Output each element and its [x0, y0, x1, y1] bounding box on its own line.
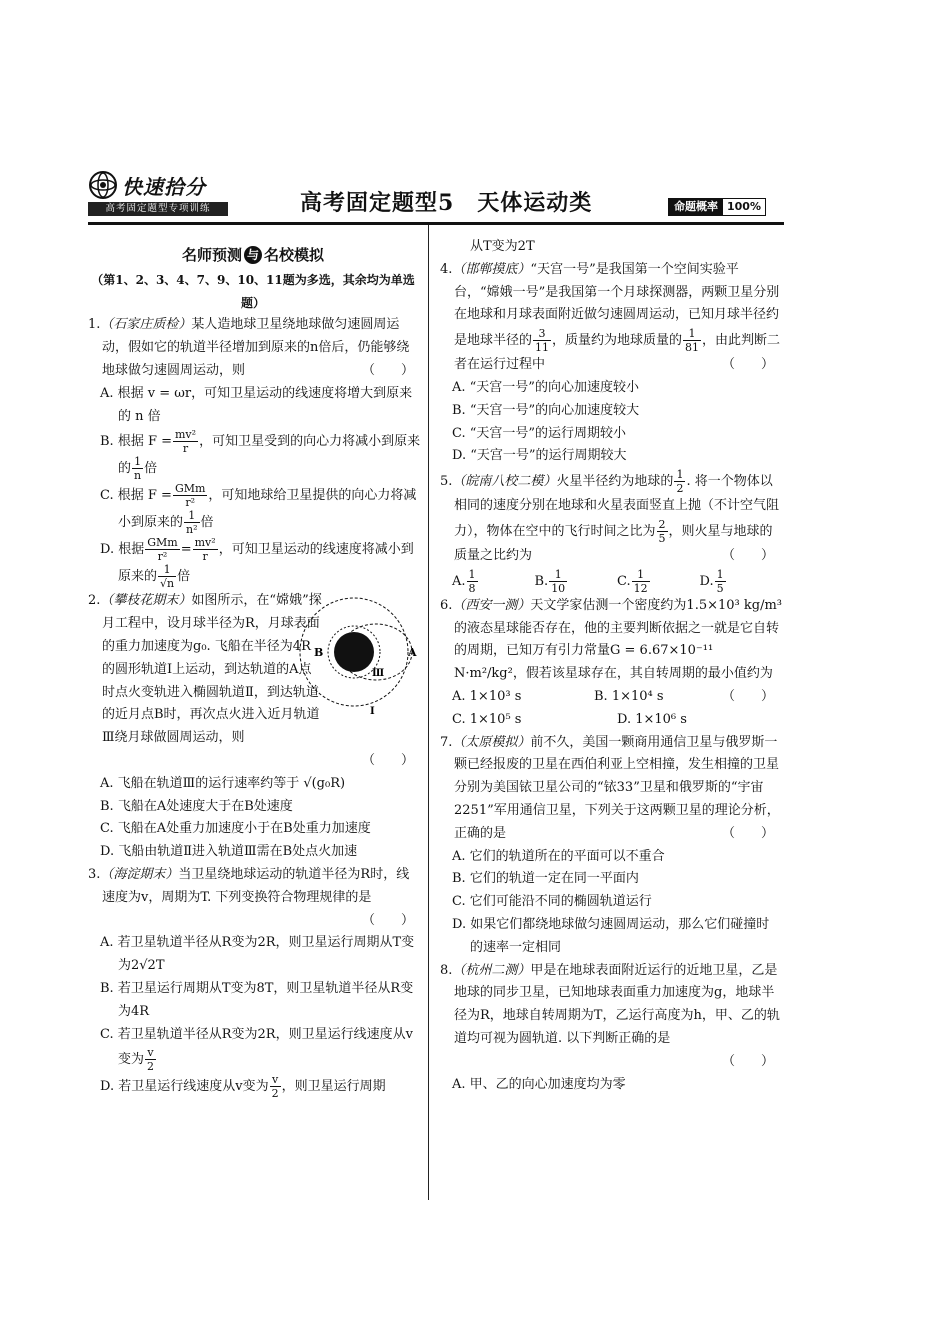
section-title: [84, 244, 422, 267]
answer-blank[interactable]: （ ）: [721, 1053, 774, 1069]
probability-label: 命题概率: [669, 199, 723, 215]
option-d[interactable]: D. “天宫一号”的运行周期较大: [452, 448, 627, 464]
logo-text: 快速拾分: [122, 174, 206, 199]
option-text: ，则卫星运行周期: [281, 1079, 386, 1095]
question-number: 8.: [440, 962, 453, 978]
denominator: 8: [468, 581, 476, 595]
question-number: 3.: [88, 866, 101, 882]
option-d[interactable]: [700, 568, 783, 595]
question-source: （石家庄质检）: [100, 317, 192, 333]
option-d[interactable]: [84, 536, 422, 590]
option-b[interactable]: [84, 428, 422, 482]
option-a[interactable]: A. 根据 v = ωr，可知卫星运动的线速度将增大到原来的 n 倍: [100, 385, 413, 424]
question-text: 前不久，美国一颗商用通信卫星与俄罗斯一颗已经报废的卫星在西伯利亚上空相撞，发生相撞的卫星分别为美国铱卫星公司的“铱33”卫星和俄罗斯的“宇宙2251”军用通信卫星，下列关于这两颗卫星的理论分析，正确的是: [454, 734, 780, 841]
answer-blank[interactable]: （ ）: [361, 912, 414, 928]
page-title: 高考固定题型5 天体运动类: [300, 190, 593, 216]
fraction: [467, 568, 478, 595]
option-c[interactable]: C. “天宫一号”的运行周期较小: [452, 425, 627, 441]
question-number: 7.: [440, 734, 453, 750]
question-5: [436, 468, 782, 595]
option-a[interactable]: A. 它们的轨道所在的平面可以不重合: [452, 848, 665, 864]
numerator: v: [145, 1046, 156, 1060]
option-a[interactable]: A. “天宫一号”的向心加速度较小: [452, 379, 639, 395]
question-text: 当卫星绕地球运动的轨道半径为R时，线速度为v，周期为T. 下列变换符合物理规律的是: [102, 866, 410, 905]
numerator: 1: [632, 568, 650, 582]
question-7-stem: [436, 732, 782, 846]
question-5-stem: [436, 468, 782, 568]
header-rule: [88, 222, 784, 225]
option-b[interactable]: B. 1×10⁴ s: [594, 688, 664, 704]
denominator: 2: [271, 1087, 279, 1101]
probability-badge: [668, 198, 766, 216]
fraction: [145, 536, 179, 563]
question-source: （杭州二测）: [452, 962, 531, 978]
question-7: [436, 732, 782, 960]
option-c[interactable]: [617, 568, 700, 595]
question-1: [84, 314, 422, 590]
fraction: [184, 509, 200, 536]
denominator: r: [182, 442, 189, 456]
column-divider: [428, 225, 429, 1200]
option-text: C. 若卫星轨道半径从R变为2R，则卫星运行线速度从v变为: [100, 1026, 413, 1068]
fraction: [632, 568, 650, 595]
question-text: 火星半径约为地球的: [556, 474, 674, 490]
question-source: （皖南八校二模）: [452, 474, 557, 490]
question-text: 某人造地球卫星绕地球做匀速圆周运动，假如它的轨道半径增加到原来的n倍后，仍能够绕地球做匀速圆周运动，则: [102, 317, 410, 378]
logo: [88, 170, 228, 218]
option-b[interactable]: [535, 568, 618, 595]
numerator: 1: [468, 567, 476, 581]
numerator: 3: [533, 327, 551, 341]
option-text: 倍: [177, 569, 191, 585]
fraction: [533, 327, 551, 354]
answer-blank[interactable]: （ ）: [721, 357, 774, 373]
fraction: [145, 1046, 156, 1073]
option-b[interactable]: B. 它们的轨道一定在同一平面内: [452, 871, 639, 887]
fraction: [674, 468, 685, 495]
question-3-option-d-continued: 从T变为2T: [470, 239, 535, 254]
option-c[interactable]: C. 飞船在A处重力加速度小于在B处重力加速度: [100, 821, 371, 837]
option-c[interactable]: [84, 1024, 422, 1074]
label-i: Ⅰ: [370, 706, 375, 717]
fraction: [657, 518, 668, 545]
numerator: 1: [549, 568, 567, 582]
fraction: [132, 455, 143, 482]
question-number: 2.: [88, 593, 101, 609]
question-8-stem: [436, 960, 782, 1051]
question-number: 6.: [440, 597, 453, 613]
option-a[interactable]: A. 飞船在轨道Ⅲ的运行速率约等于 √(g₀R): [100, 775, 346, 791]
numerator: mv²: [194, 536, 216, 550]
denominator: 81: [685, 341, 700, 355]
option-letter: A.: [452, 573, 466, 589]
question-text: ，质量约为地球质量的: [552, 333, 683, 349]
option-c[interactable]: C. 它们可能沿不同的椭圆轨道运行: [452, 894, 652, 910]
option-c[interactable]: [84, 482, 422, 536]
label-b: B: [314, 646, 324, 660]
denominator: 2: [676, 482, 684, 496]
fraction: [715, 568, 726, 595]
denominator: n²: [186, 523, 198, 537]
option-text: 倍: [200, 515, 214, 531]
option-a[interactable]: A. 甲、乙的向心加速度均为零: [452, 1076, 626, 1092]
section-title-mid: 与: [244, 246, 262, 264]
probability-value: 100%: [727, 200, 761, 213]
question-4-stem: [436, 259, 782, 377]
label-iii: Ⅲ: [372, 668, 385, 680]
section-title-b: 名校模拟: [264, 246, 325, 264]
question-text: ，则火星与地球的质量之比约为: [454, 523, 773, 563]
question-source: （太原模拟）: [452, 734, 531, 750]
label-a: A: [408, 646, 417, 660]
numerator: 1: [184, 509, 200, 523]
question-text: ，由此判断二者在运行过程中: [454, 333, 781, 373]
fraction: [193, 536, 218, 563]
option-d[interactable]: D. 1×10⁶ s: [617, 711, 687, 727]
numerator: 2: [658, 517, 666, 531]
question-number: 5.: [440, 474, 453, 490]
question-number: 4.: [440, 261, 453, 277]
question-source: （海淀期末）: [100, 866, 179, 882]
denominator: 11: [535, 341, 550, 355]
option-text: B. 根据 F =: [100, 434, 172, 450]
question-text: 天文学家估测一个密度约为1.5×10³ kg/m³的液态星球能否存在，他的主要判断依据之一就是它自转的周期，已知万有引力常量G = 6.67×10⁻¹¹ N·m²/kg²，假若该星球存在，其自转周期的最小值约为: [454, 597, 782, 682]
options-row: [436, 568, 782, 595]
fraction: [549, 568, 567, 595]
numerator: 1: [676, 468, 684, 482]
denominator: 10: [551, 581, 566, 595]
denominator: 2: [147, 1060, 155, 1074]
question-text: . 将一个物体以相同的速度分别在地球和火星表面竖直上抛（不计空气阻力），物体在空中的飞行时间之比为: [454, 474, 780, 539]
option-letter: B.: [534, 573, 549, 589]
answer-blank[interactable]: （ ）: [721, 547, 774, 563]
options-row: [436, 709, 782, 732]
answer-blank[interactable]: （ ）: [721, 688, 774, 704]
question-number: 1.: [88, 317, 101, 333]
denominator: √n: [160, 577, 175, 591]
denominator: r²: [185, 496, 196, 510]
option-d[interactable]: D. 如果它们都绕地球做匀速圆周运动，那么它们碰撞时的速率一定相同: [452, 916, 770, 955]
question-text: 如图所示，在“嫦娥”探月工程中，设月球半径为R，月球表面的重力加速度为g₀. 飞船在半径为4R的圆形轨道Ⅰ上运动，到达轨道的A点时点火变轨进入椭圆轨道Ⅱ，到达轨道的近月点B时，再次点火进入近月轨道Ⅲ绕月球做圆周运动，则: [102, 593, 322, 746]
answer-blank[interactable]: （ ）: [361, 752, 414, 768]
question-8: [436, 960, 782, 1097]
numerator: GMm: [174, 482, 206, 496]
option-text: D. 若卫星运行线速度从v变为: [100, 1079, 269, 1095]
option-b[interactable]: B. “天宫一号”的向心加速度较大: [452, 402, 640, 418]
denominator: r: [202, 550, 208, 564]
numerator: 1: [683, 327, 701, 341]
logo-title: [88, 170, 228, 200]
atom-emblem-icon: [88, 170, 118, 200]
equals-sign: =: [180, 542, 192, 558]
fraction: [173, 482, 207, 509]
question-1-stem: [84, 314, 422, 382]
option-text: D. 根据: [100, 542, 145, 558]
fraction: [683, 327, 701, 354]
option-letter: D.: [699, 573, 714, 589]
option-d[interactable]: [84, 1073, 422, 1100]
answer-blank[interactable]: （ ）: [721, 825, 774, 841]
question-2: [84, 590, 422, 864]
option-text: ，可知卫星受到的向心力将减小到原来的: [118, 434, 421, 477]
numerator: GMm: [147, 536, 178, 550]
option-letter: C.: [617, 573, 631, 589]
option-b[interactable]: B. 若卫星运行周期从T变为8T，则卫星轨道半径从R变为4R: [100, 980, 414, 1019]
numerator: 1: [132, 455, 143, 469]
numerator: 1: [158, 563, 176, 577]
fraction: [270, 1073, 281, 1100]
numerator: mv²: [175, 428, 197, 442]
section-note: （第1、2、3、4、7、9、10、11题为多选，其余均为单选题）: [91, 272, 415, 310]
question-2-stem: [84, 590, 322, 750]
answer-blank[interactable]: （ ）: [361, 362, 414, 378]
denominator: 5: [716, 581, 724, 595]
denominator: r²: [157, 550, 168, 564]
option-b[interactable]: B. 飞船在A处速度大于在B处速度: [100, 798, 293, 814]
options-row: [436, 686, 736, 709]
orbit-diagram: [298, 592, 418, 716]
option-a[interactable]: [452, 568, 535, 595]
numerator: 1: [716, 567, 724, 581]
denominator: 5: [658, 531, 666, 545]
question-text: 甲是在地球表面附近运行的近地卫星，乙是地球的同步卫星，已知地球表面重力加速度为g，地球半径为R，地球自转周期为T，乙运行高度为h，甲、乙的轨道均可视为圆轨道. 以下判断正确的是: [454, 962, 780, 1046]
option-c[interactable]: C. 1×10⁵ s: [452, 711, 522, 727]
option-d[interactable]: D. 飞船由轨道Ⅱ进入轨道Ⅲ需在B处点火加速: [100, 844, 358, 860]
fraction: [158, 563, 176, 590]
question-3: [84, 864, 422, 1100]
question-4: [436, 259, 782, 468]
numerator: v: [270, 1073, 281, 1087]
option-text: C. 根据 F =: [100, 488, 172, 504]
denominator: 12: [633, 581, 648, 595]
logo-band: 高考固定题型专项训练: [88, 202, 228, 216]
question-6: [436, 595, 782, 732]
option-text: ，可知地球给卫星提供的向心力将减小到原来的: [118, 488, 417, 531]
section-title-a: 名师预测: [181, 246, 242, 264]
option-a[interactable]: A. 若卫星轨道半径从R变为2R，则卫星运行周期从T变为2√2T: [100, 935, 415, 974]
fraction: [173, 428, 198, 455]
question-text: “天宫一号”是我国第一个空间实验平台，“嫦娥一号”是我国第一个月球探测器，两颗卫星分别在地球和月球表面附近做匀速圆周运动，已知月球半径约是地球半径的: [454, 261, 780, 349]
moon: [334, 632, 374, 672]
denominator: n: [134, 469, 142, 483]
question-source: （西安一测）: [452, 597, 531, 613]
question-3-stem: [84, 864, 422, 910]
question-source: （攀枝花期末）: [100, 593, 192, 609]
right-column: [436, 236, 782, 1096]
left-column: [84, 236, 422, 1100]
question-source: （邯郸摸底）: [452, 261, 531, 277]
option-text: 倍: [144, 461, 158, 477]
option-text: ，可知卫星运动的线速度将减小到原来的: [118, 542, 414, 585]
option-a[interactable]: A. 1×10³ s: [452, 688, 522, 704]
